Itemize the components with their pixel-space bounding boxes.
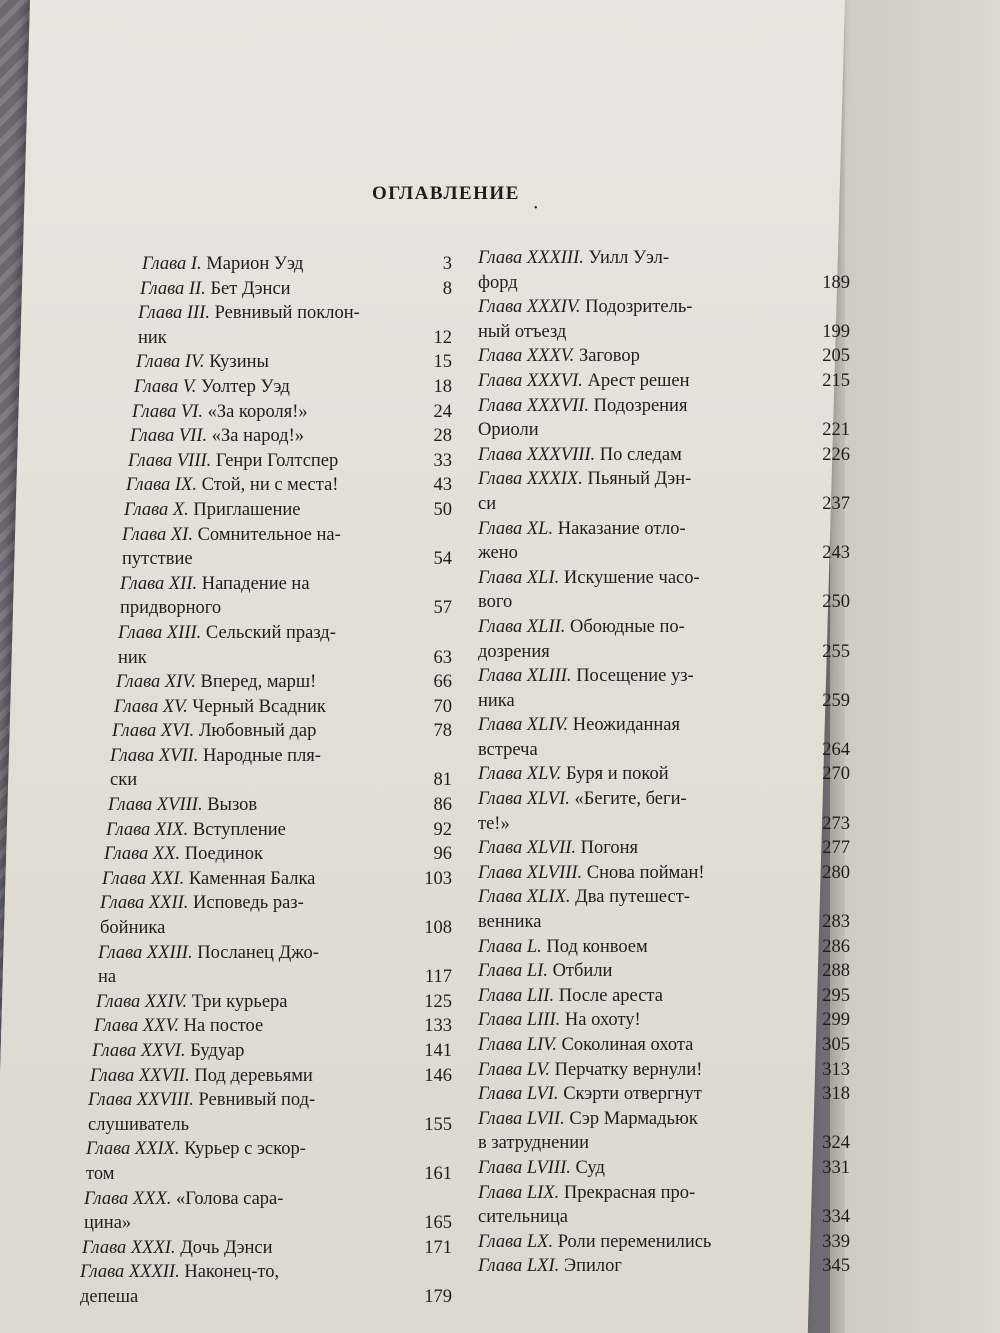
toc-entry: [96, 990, 452, 1015]
toc-entry: [116, 670, 452, 695]
chapter-title: Сомнительное на-: [192, 524, 341, 545]
toc-entry: [478, 1082, 850, 1107]
chapter-title-continued: вого: [478, 592, 513, 613]
chapter-label: Глава VII.: [130, 426, 208, 447]
chapter-title: Скэрти отвергнут: [558, 1084, 702, 1105]
chapter-title-continued: ник: [138, 327, 167, 348]
page-number: 133: [424, 1016, 452, 1037]
toc-entry: [478, 369, 850, 394]
page-number: 161: [424, 1163, 452, 1184]
page-number: 33: [433, 450, 452, 471]
toc-entry: [124, 498, 452, 523]
chapter-title: Поединок: [180, 844, 263, 865]
toc-entry: [478, 836, 850, 861]
chapter-title-continued: си: [478, 493, 497, 514]
toc-entry: [478, 443, 850, 468]
toc-right-column: [478, 246, 850, 1279]
chapter-title: Уолтер Уэд: [196, 376, 290, 397]
page-number: 199: [822, 321, 850, 342]
toc-entry: [478, 861, 850, 886]
chapter-title-continued: жено: [478, 543, 518, 564]
page-number: 146: [424, 1065, 452, 1086]
toc-left-column: [80, 252, 452, 1310]
page-number: 243: [822, 543, 850, 564]
page-number: 28: [433, 426, 452, 447]
chapter-label: Глава XXX.: [84, 1188, 172, 1209]
chapter-title: Ревнивый поклон-: [209, 303, 360, 324]
chapter-title-continued: форд: [478, 272, 518, 293]
chapter-label: Глава LII.: [478, 985, 555, 1006]
toc-entry: [80, 1260, 452, 1309]
page-number: 171: [424, 1237, 452, 1258]
chapter-title-continued: слушиватель: [88, 1114, 190, 1135]
page-number: 280: [822, 862, 850, 883]
chapter-title: На постое: [179, 1016, 264, 1037]
chapter-title-continued: в затруднении: [478, 1133, 590, 1154]
toc-entry: [478, 1181, 850, 1230]
chapter-title: Эпилог: [559, 1256, 622, 1277]
page-number: 345: [822, 1256, 850, 1277]
chapter-label: Глава II.: [140, 278, 206, 299]
toc-entry: [140, 277, 452, 302]
toc-entry: [86, 1137, 452, 1186]
page-number: 15: [433, 352, 452, 373]
chapter-label: Глава XIII.: [118, 622, 202, 643]
chapter-label: Глава VIII.: [128, 450, 212, 471]
chapter-title: Арест решен: [582, 370, 690, 391]
chapter-label: Глава XLIII.: [478, 666, 572, 687]
toc-entry: [478, 885, 850, 934]
page-number: 305: [822, 1035, 850, 1055]
page-number: 92: [433, 819, 452, 840]
chapter-title-continued: депеша: [80, 1286, 139, 1307]
toc-entry: [106, 818, 452, 843]
page-number: 273: [822, 813, 850, 834]
chapter-title: Вперед, марш!: [195, 672, 317, 693]
print-mark: •: [534, 203, 538, 214]
chapter-label: Глава XLVIII.: [478, 862, 583, 883]
chapter-label: Глава XVII.: [110, 745, 199, 766]
page-number: 24: [433, 401, 452, 422]
chapter-title: Соколиная охота: [556, 1035, 694, 1055]
page-number: 57: [433, 598, 452, 619]
chapter-label: Глава XXXII.: [80, 1262, 180, 1283]
chapter-label: Глава XIX.: [106, 819, 189, 840]
chapter-title: Снова пойман!: [582, 862, 705, 883]
page-number: 318: [822, 1084, 850, 1105]
toc-entry: [478, 935, 850, 960]
chapter-label: Глава XXVIII.: [88, 1090, 194, 1111]
page-number: 50: [433, 499, 452, 520]
toc-entry: [478, 762, 850, 787]
chapter-label: Глава LVII.: [478, 1108, 565, 1129]
toc-entry: [104, 842, 452, 867]
toc-entry: [478, 1230, 850, 1255]
toc-entry: [478, 1107, 850, 1156]
chapter-title: Ревнивый под-: [193, 1090, 316, 1111]
chapter-title: «За короля!»: [202, 401, 308, 422]
toc-entry: [478, 1156, 850, 1181]
toc-entry: [478, 1008, 850, 1033]
chapter-title-continued: те!»: [478, 813, 510, 834]
page-number: 283: [822, 912, 850, 933]
chapter-label: Глава IV.: [136, 352, 205, 373]
chapter-label: Глава XXV.: [94, 1016, 180, 1037]
toc-entry: [122, 523, 452, 572]
toc-entry: [130, 424, 452, 449]
toc-entry: [478, 959, 850, 984]
chapter-title: Уилл Уэл-: [583, 248, 670, 268]
toc-entry: [478, 246, 850, 295]
page-number: 288: [822, 961, 850, 982]
toc-entry: [82, 1236, 452, 1261]
chapter-title: Стой, ни с места!: [196, 475, 339, 496]
page-number: 43: [433, 475, 452, 496]
chapter-label: Глава IX.: [126, 475, 197, 496]
chapter-label: Глава XXXIX.: [478, 469, 583, 490]
chapter-label: Глава XXII.: [100, 893, 189, 914]
chapter-title: Роли переменились: [553, 1231, 712, 1252]
toc-entry: [92, 1039, 452, 1064]
page-number: 205: [822, 346, 850, 367]
chapter-label: Глава XXXIII.: [478, 248, 584, 268]
chapter-title: Отбили: [547, 961, 613, 982]
chapter-title: Исповедь раз-: [188, 893, 304, 914]
chapter-title-continued: придворного: [120, 598, 222, 619]
chapter-title-continued: путствие: [122, 549, 193, 570]
chapter-title: Приглашение: [188, 499, 301, 520]
chapter-title: Пьяный Дэн-: [582, 469, 692, 490]
chapter-title: Нападение на: [197, 573, 310, 594]
toc-entry: [138, 301, 452, 350]
toc-entry: [94, 1014, 452, 1039]
chapter-title: После ареста: [554, 985, 663, 1006]
toc-entry: [132, 400, 452, 425]
toc-entry: [108, 793, 452, 818]
chapter-title: Под конвоем: [541, 936, 648, 957]
page-number: 165: [424, 1213, 452, 1234]
chapter-label: Глава XVI.: [112, 721, 195, 742]
page-number: 250: [822, 592, 850, 613]
page-number: 189: [822, 272, 850, 293]
chapter-label: Глава XLVI.: [478, 789, 570, 810]
chapter-label: Глава XV.: [114, 696, 188, 717]
chapter-label: Глава LIX.: [478, 1182, 560, 1203]
chapter-title: Два путешест-: [570, 887, 690, 908]
toc-entry: [478, 517, 850, 566]
chapter-title: Погоня: [576, 838, 639, 859]
chapter-title: Неожиданная: [568, 715, 680, 736]
chapter-title-continued: встреча: [478, 739, 538, 760]
chapter-label: Глава L.: [478, 936, 542, 957]
toc-entry: [478, 1058, 850, 1083]
toc-entry: [112, 719, 452, 744]
chapter-label: Глава I.: [142, 254, 202, 274]
toc-entry: [478, 394, 850, 443]
page-number: 295: [822, 985, 850, 1006]
chapter-title: Будуар: [185, 1041, 245, 1061]
toc-entry: [128, 449, 452, 474]
page-number: 331: [822, 1157, 850, 1178]
page-number: 299: [822, 1010, 850, 1031]
chapter-label: Глава LVIII.: [478, 1157, 571, 1178]
toc-entry: [478, 566, 850, 615]
toc-entry: [134, 375, 452, 400]
toc-entry: [478, 295, 850, 344]
toc-entry: [102, 867, 452, 892]
chapter-label: Глава XLIV.: [478, 715, 569, 736]
chapter-title-continued: цина»: [84, 1213, 132, 1234]
chapter-label: Глава XXXIV.: [478, 297, 581, 318]
chapter-label: Глава XXXI.: [82, 1237, 176, 1258]
chapter-label: Глава LIV.: [478, 1035, 557, 1055]
chapter-title: Генри Голтспер: [211, 450, 339, 471]
chapter-label: Глава LIII.: [478, 1010, 561, 1031]
chapter-label: Глава V.: [134, 376, 197, 397]
page-number: 103: [424, 868, 452, 889]
chapter-label: Глава XLI.: [478, 567, 560, 588]
page-number: 215: [822, 370, 850, 391]
chapter-title: Искушение часо-: [559, 567, 700, 588]
page-number: 108: [424, 918, 452, 939]
page-number: 86: [433, 795, 452, 816]
page-number: 66: [433, 672, 452, 693]
chapter-label: Глава XXXVIII.: [478, 444, 596, 465]
toc-entry: [118, 621, 452, 670]
page-title: ОГЛАВЛЕНИЕ: [372, 183, 520, 204]
chapter-label: Глава XL.: [478, 518, 554, 539]
chapter-title: Курьер с эскор-: [179, 1139, 306, 1160]
chapter-label: Глава XX.: [104, 844, 181, 865]
chapter-title: Подозритель-: [580, 297, 693, 318]
page-number: 3: [442, 254, 452, 274]
toc-entry: [84, 1187, 452, 1236]
page-number: 81: [433, 770, 452, 791]
chapter-title-continued: сительница: [478, 1207, 568, 1228]
chapter-label: Глава LV.: [478, 1059, 551, 1080]
toc-entry: [478, 787, 850, 836]
toc-entry: [142, 252, 452, 277]
chapter-title: Народные пля-: [198, 745, 321, 766]
chapter-title: Обоюдные по-: [565, 616, 685, 637]
chapter-title: Посещение уз-: [571, 666, 694, 687]
chapter-title: Суд: [570, 1157, 605, 1178]
chapter-label: Глава XXI.: [102, 868, 185, 889]
chapter-title: Подозрения: [589, 395, 688, 416]
page-number: 141: [424, 1041, 452, 1061]
page-number: 255: [822, 641, 850, 662]
toc-entry: [126, 473, 452, 498]
page-number: 324: [822, 1133, 850, 1154]
chapter-title: Дочь Дэнси: [175, 1237, 273, 1258]
toc-entry: [136, 350, 452, 375]
chapter-label: Глава LXI.: [478, 1256, 560, 1277]
chapter-label: Глава XXXVII.: [478, 395, 590, 416]
chapter-label: Глава XXVI.: [92, 1041, 186, 1061]
chapter-title-continued: бойника: [100, 918, 166, 939]
page-number: 54: [433, 549, 452, 570]
chapter-title-continued: ный отъезд: [478, 321, 567, 342]
chapter-label: Глава XIV.: [116, 672, 196, 693]
chapter-label: Глава VI.: [132, 401, 203, 422]
chapter-title: На охоту!: [560, 1010, 641, 1031]
chapter-label: Глава XXXVI.: [478, 370, 583, 391]
chapter-title-continued: ника: [478, 690, 515, 711]
page-number: 63: [433, 647, 452, 668]
chapter-title: По следам: [595, 444, 682, 465]
chapter-title: Вызов: [202, 795, 258, 816]
chapter-title: Любовный дар: [194, 721, 317, 742]
chapter-label: Глава XXIII.: [98, 942, 193, 963]
chapter-title: «За народ!»: [207, 426, 304, 447]
page-number: 237: [822, 493, 850, 514]
chapter-title: «Бегите, беги-: [569, 789, 687, 810]
chapter-title: Каменная Балка: [184, 868, 316, 889]
chapter-title-continued: венника: [478, 912, 542, 933]
toc-entry: [478, 467, 850, 516]
chapter-title: Наконец-то,: [179, 1262, 280, 1283]
page-number: 117: [424, 967, 452, 988]
toc-entry: [98, 941, 452, 990]
toc-entry: [478, 615, 850, 664]
page-number: 18: [433, 376, 452, 397]
page-number: 221: [822, 420, 850, 441]
chapter-title-continued: ник: [118, 647, 147, 668]
chapter-label: Глава LVI.: [478, 1084, 559, 1105]
toc-entry: [100, 891, 452, 940]
chapter-label: Глава X.: [124, 499, 189, 520]
chapter-title: Бет Дэнси: [205, 278, 291, 299]
chapter-title: Буря и покой: [561, 764, 669, 785]
chapter-title: Перчатку вернули!: [550, 1059, 703, 1080]
toc-entry: [110, 744, 452, 793]
chapter-title: Наказание отло-: [553, 518, 686, 539]
chapter-label: Глава XVIII.: [108, 795, 203, 816]
page-number: 96: [433, 844, 452, 865]
toc-entry: [478, 713, 850, 762]
chapter-label: Глава XXXV.: [478, 346, 575, 367]
chapter-label: Глава XI.: [122, 524, 193, 545]
page-number: 339: [822, 1231, 850, 1252]
page-number: 277: [822, 838, 850, 859]
chapter-title: Вступление: [188, 819, 286, 840]
chapter-label: Глава XLV.: [478, 764, 562, 785]
page-number: 155: [424, 1114, 452, 1135]
chapter-label: Глава XLIX.: [478, 887, 571, 908]
toc-entry: [478, 1033, 850, 1058]
page-number: 264: [822, 739, 850, 760]
page-number: 70: [433, 696, 452, 717]
toc-entry: [478, 984, 850, 1009]
page-number: 286: [822, 936, 850, 957]
chapter-title: Три курьера: [187, 991, 288, 1012]
chapter-title: Черный Всадник: [187, 696, 326, 717]
page-number: 78: [433, 721, 452, 742]
page-number: 179: [424, 1286, 452, 1307]
chapter-label: Глава LX.: [478, 1231, 554, 1252]
toc-entry: [114, 695, 452, 720]
chapter-title-continued: Ориоли: [478, 420, 539, 441]
chapter-label: Глава LI.: [478, 961, 548, 982]
chapter-label: Глава XXIX.: [86, 1139, 180, 1160]
chapter-title: Кузины: [204, 352, 269, 373]
chapter-label: Глава XXVII.: [90, 1065, 190, 1086]
toc-entry: [478, 664, 850, 713]
chapter-label: Глава XLII.: [478, 616, 566, 637]
toc-entry: [120, 572, 452, 621]
chapter-label: Глава III.: [138, 303, 210, 324]
page-number: 259: [822, 690, 850, 711]
page-number: 12: [433, 327, 452, 348]
chapter-label: Глава XXIV.: [96, 991, 188, 1012]
toc-entry: [478, 344, 850, 369]
chapter-title: Под деревьями: [189, 1065, 313, 1086]
page-number: 125: [424, 991, 452, 1012]
chapter-title-continued: на: [98, 967, 117, 988]
chapter-title: Заговор: [574, 346, 640, 367]
toc-entry: [478, 1254, 850, 1279]
chapter-title: Марион Уэд: [201, 254, 304, 274]
chapter-title: Посланец Джо-: [192, 942, 319, 963]
chapter-title: Сэр Мармадьюк: [564, 1108, 698, 1129]
toc-entry: [90, 1064, 452, 1089]
page-number: 8: [442, 278, 452, 299]
chapter-label: Глава XII.: [120, 573, 198, 594]
toc-entry: [88, 1088, 452, 1137]
page-number: 334: [822, 1207, 850, 1228]
page-number: 270: [822, 764, 850, 785]
chapter-title: «Голова сара-: [171, 1188, 284, 1209]
chapter-title-continued: дозрения: [478, 641, 550, 662]
chapter-title: Сельский празд-: [201, 622, 336, 643]
chapter-title-continued: том: [86, 1163, 115, 1184]
page-number: 226: [822, 444, 850, 465]
page-number: 313: [822, 1059, 850, 1080]
chapter-title: Прекрасная про-: [559, 1182, 696, 1203]
chapter-label: Глава XLVII.: [478, 838, 577, 859]
chapter-title-continued: ски: [110, 770, 138, 791]
